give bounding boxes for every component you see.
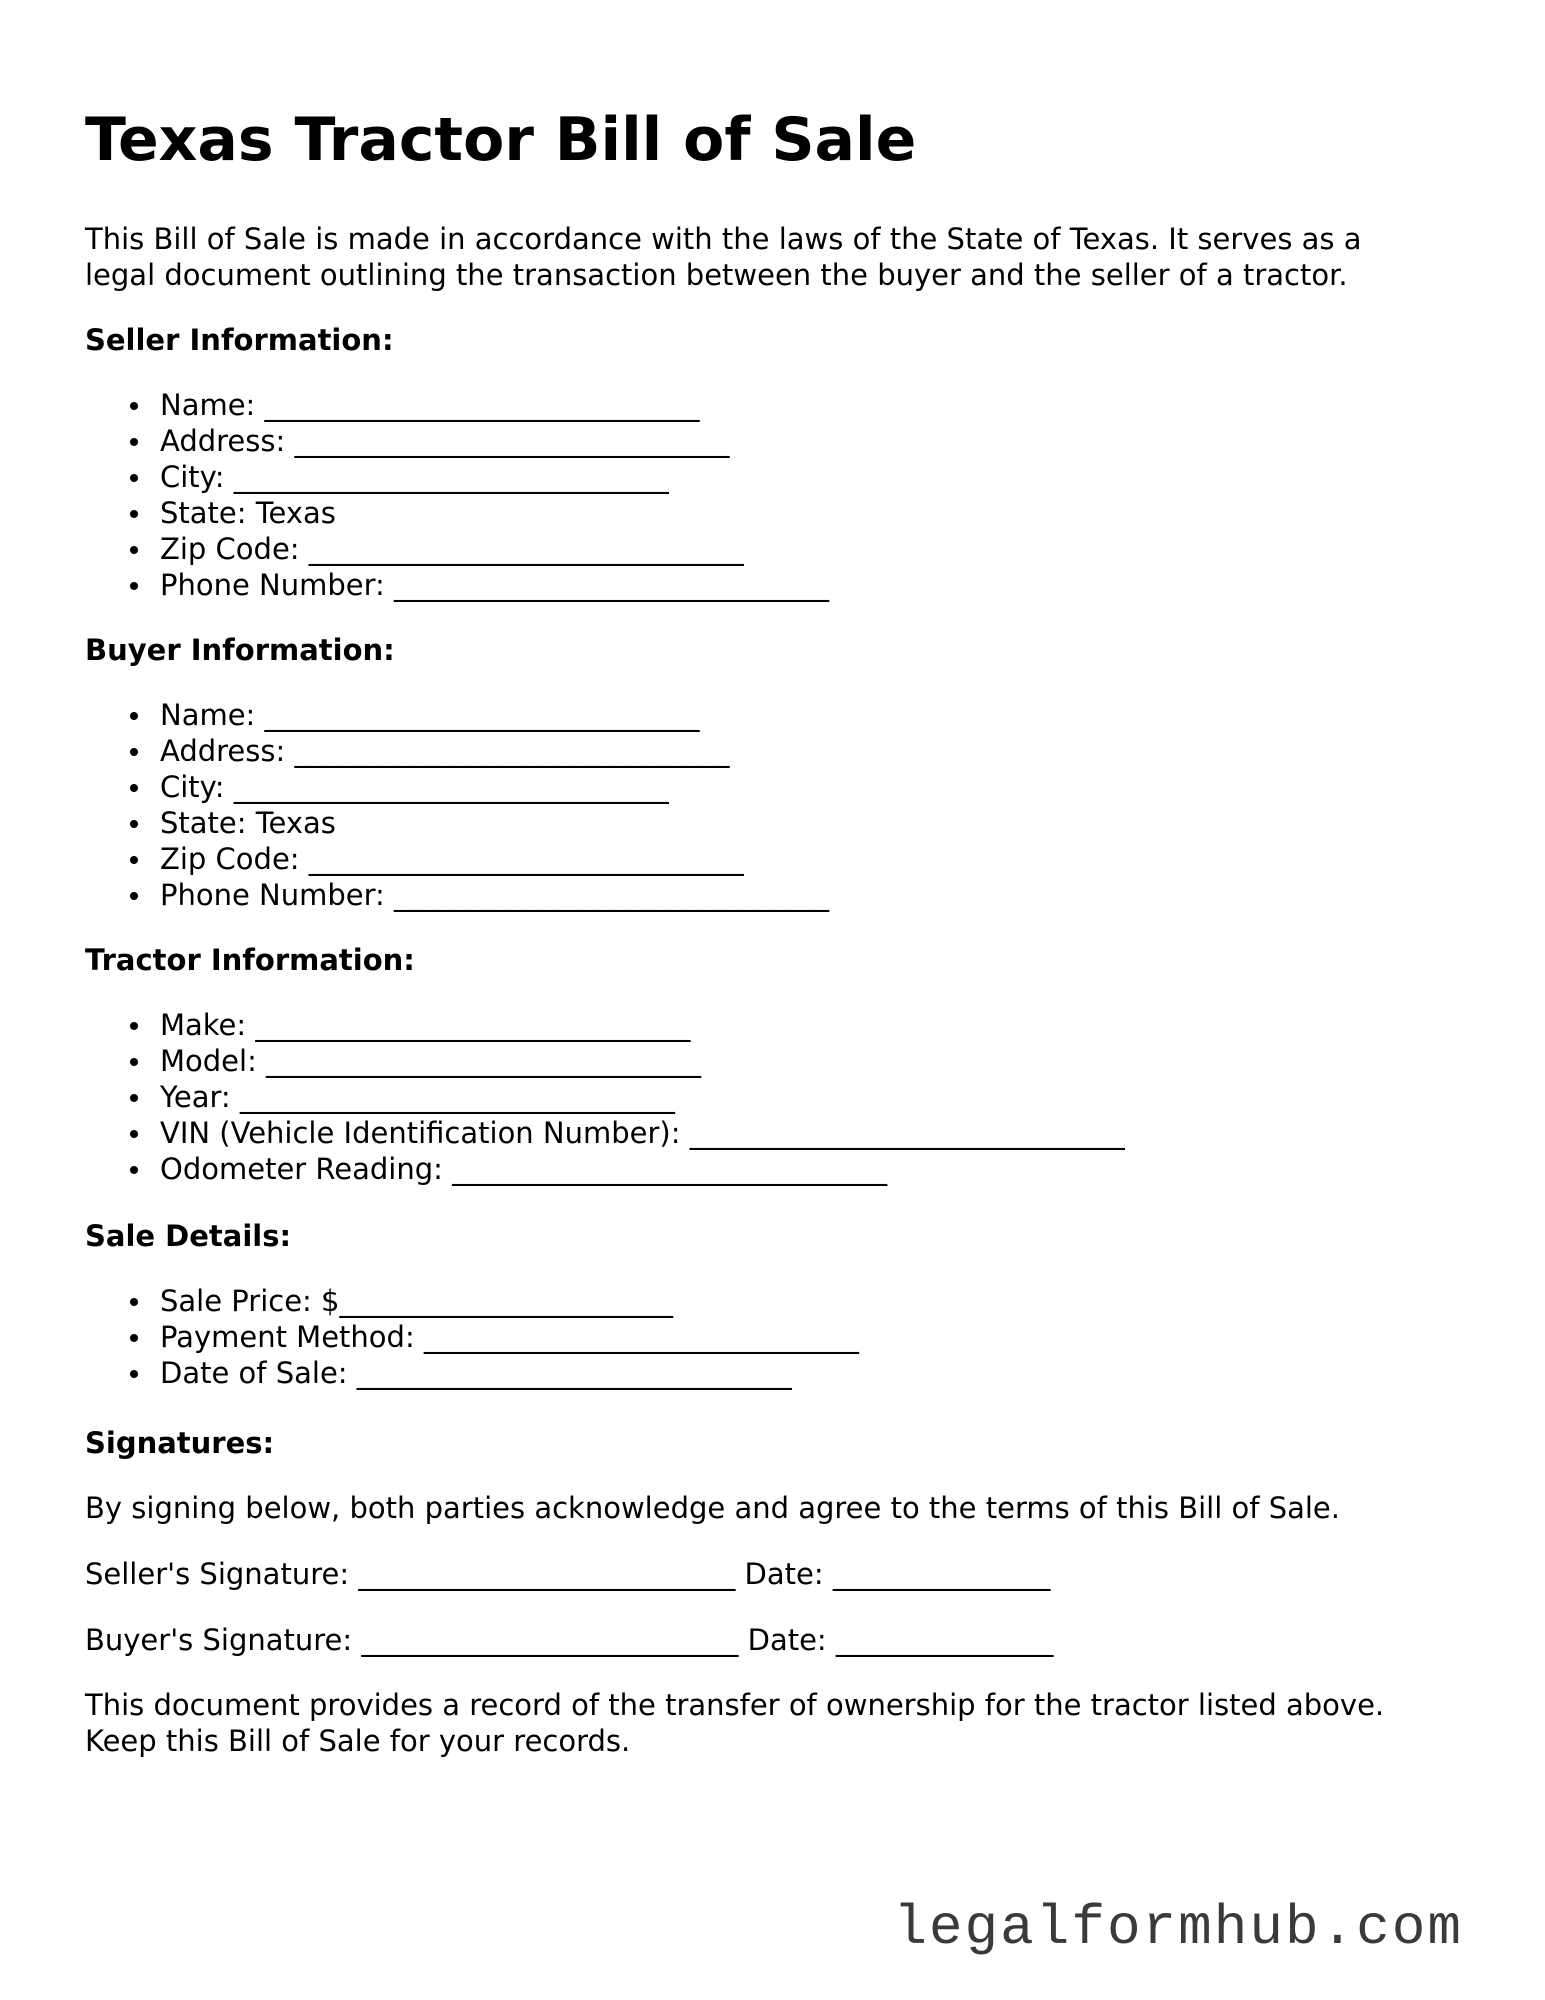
buyer-zip-field[interactable]: Zip Code: ______________________________: [160, 841, 829, 877]
sale-fields: [85, 1283, 859, 1391]
seller-fields: [85, 387, 829, 603]
buyer-heading: Buyer Information:: [85, 633, 395, 667]
tractor-vin-field[interactable]: VIN (Vehicle Identification Number): ______________________________: [160, 1116, 1125, 1150]
buyer-signature-line[interactable]: Buyer's Signature: __________________________ Date: _______________: [85, 1623, 1054, 1657]
buyer-city-field[interactable]: City: ______________________________: [160, 769, 829, 805]
closing-paragraph: [85, 1687, 1384, 1759]
sale-price-field[interactable]: Sale Price: $_______________________: [160, 1283, 859, 1319]
buyer-name-field[interactable]: Name: ______________________________: [160, 697, 829, 733]
buyer-fields: [85, 697, 829, 913]
intro-line-1: This Bill of Sale is made in accordance with the laws of the State of Texas. It serves as a: [85, 222, 1362, 256]
seller-zip-field[interactable]: Zip Code: ______________________________: [160, 531, 829, 567]
document-title: Texas Tractor Bill of Sale: [85, 105, 917, 175]
seller-signature-line[interactable]: Seller's Signature: __________________________ Date: _______________: [85, 1557, 1051, 1591]
signatures-statement: By signing below, both parties acknowledge and agree to the terms of this Bill of Sale.: [85, 1491, 1340, 1525]
seller-heading: Seller Information:: [85, 323, 394, 357]
buyer-phone-field[interactable]: Phone Number: ______________________________: [160, 878, 830, 912]
payment-method-field[interactable]: Payment Method: ______________________________: [160, 1320, 859, 1354]
seller-name-field[interactable]: Name: ______________________________: [160, 387, 829, 423]
tractor-model-field[interactable]: Model: ______________________________: [160, 1043, 1125, 1079]
tractor-odometer-field[interactable]: Odometer Reading: ______________________________: [160, 1151, 1125, 1187]
tractor-make-field[interactable]: Make: ______________________________: [160, 1007, 1125, 1043]
tractor-fields: [85, 1007, 1125, 1187]
buyer-address-field[interactable]: Address: ______________________________: [160, 733, 829, 769]
seller-address-field[interactable]: Address: ______________________________: [160, 423, 829, 459]
closing-line-1: This document provides a record of the transfer of ownership for the tractor listed above.: [85, 1688, 1385, 1722]
buyer-state-field: State: Texas: [160, 805, 829, 841]
seller-phone-field[interactable]: Phone Number: ______________________________: [160, 568, 830, 602]
seller-state-field: State: Texas: [160, 495, 829, 531]
seller-city-field[interactable]: City: ______________________________: [160, 459, 829, 495]
sale-date-field[interactable]: Date of Sale: ______________________________: [160, 1355, 859, 1391]
intro-line-2: legal document outlining the transaction between the buyer and the seller of a tractor.: [85, 258, 1348, 292]
tractor-year-field[interactable]: Year: ______________________________: [160, 1079, 1125, 1115]
tractor-heading: Tractor Information:: [85, 943, 415, 977]
signatures-heading: Signatures:: [85, 1426, 275, 1460]
sale-heading: Sale Details:: [85, 1219, 292, 1253]
intro-paragraph: [85, 221, 1362, 293]
closing-line-2: Keep this Bill of Sale for your records.: [85, 1724, 631, 1758]
watermark-logo: legalformhub.com: [893, 1896, 1463, 1960]
